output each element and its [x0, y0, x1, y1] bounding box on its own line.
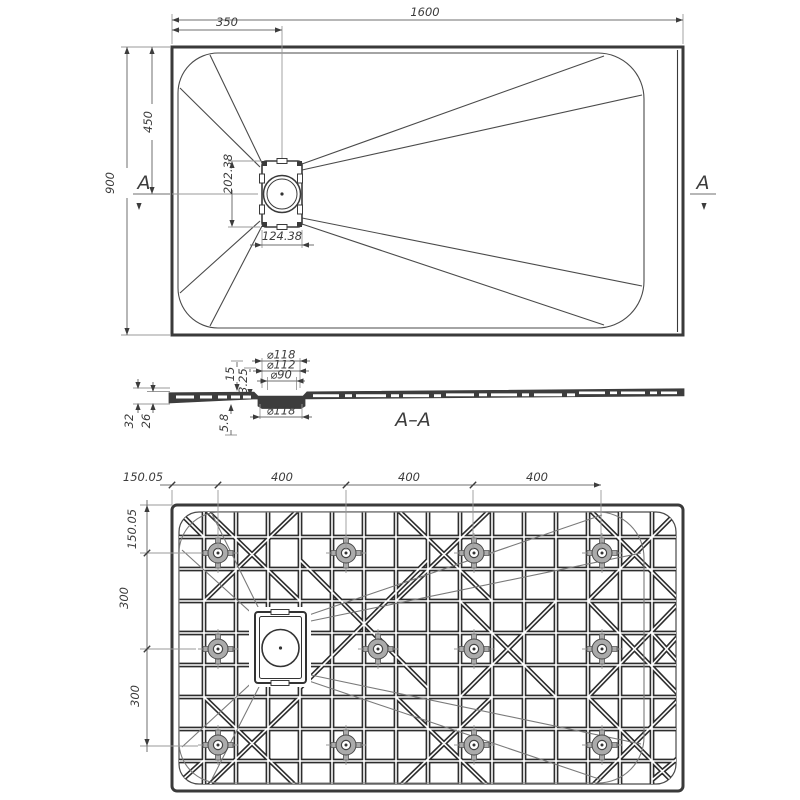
section-title: A–A: [395, 409, 431, 431]
dim-margin-left-label: 150.05: [125, 508, 139, 550]
dim-boss-label: 5.8: [217, 413, 231, 433]
dim-step-label: 3.25: [236, 368, 250, 394]
dim-margin-top-label: 150.05: [122, 470, 164, 484]
dim-spacing3-label: 400: [526, 470, 548, 484]
dim-row2-label: 300: [128, 685, 142, 707]
drain-boss: [249, 607, 311, 687]
dim-drain-y-label: 450: [141, 111, 155, 133]
dim-spacing1-label: 400: [271, 470, 293, 484]
section-marker-left: A: [137, 172, 151, 194]
section-view: [122, 348, 684, 436]
section-marker-right: A: [696, 172, 710, 194]
drain-center-dot: [280, 192, 283, 195]
dim-row1-label: 300: [117, 587, 131, 609]
dim-dia-inner-label: ⌀90: [270, 367, 292, 382]
dim-drain-x-label: 350: [216, 15, 238, 29]
bottom-view: [117, 470, 683, 791]
dim-dia-mid-label: ⌀112: [266, 357, 296, 372]
dim-recess-label: 15: [223, 366, 237, 382]
dim-edge-height-label: 32: [122, 413, 136, 429]
dim-dia-bottom-label: ⌀118: [266, 403, 296, 418]
dim-inner-height-label: 26: [139, 413, 153, 429]
section-dimensions: [122, 348, 312, 436]
dim-cutout-width-label: 124.38: [261, 229, 303, 243]
top-view: [103, 5, 716, 335]
dim-spacing2-label: 400: [398, 470, 420, 484]
drain-flange: [260, 159, 303, 230]
tray-outline: [172, 47, 683, 335]
drain-boss-center-dot: [279, 646, 282, 649]
dim-overall-depth-label: 900: [103, 172, 117, 194]
dim-cutout-length-label: 202.38: [221, 153, 235, 195]
dim-dia-outer-label: ⌀118: [266, 347, 296, 362]
dim-overall-width-label: 1600: [410, 5, 440, 19]
